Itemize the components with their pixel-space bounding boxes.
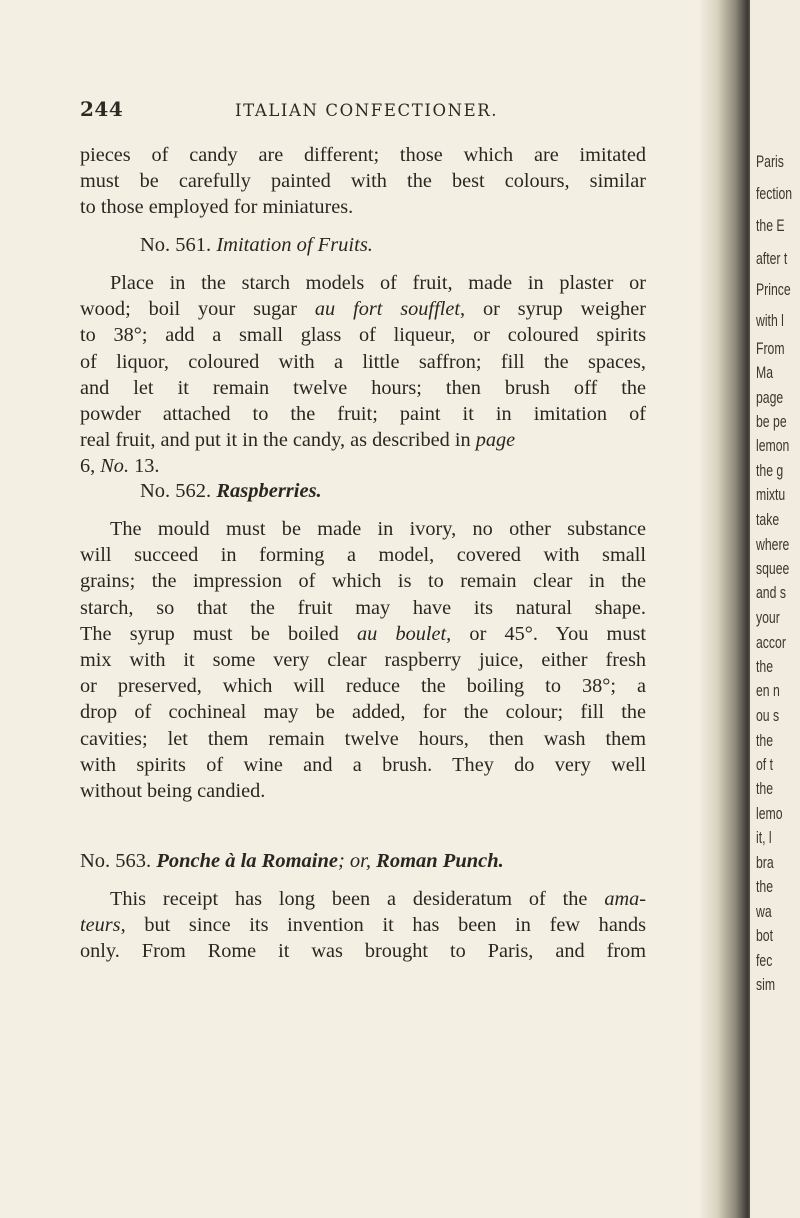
section-562-heading xyxy=(140,478,322,504)
facing-page-fragment: ou s xyxy=(756,706,780,725)
section-title: Raspberries. xyxy=(216,480,322,502)
italic-text-run: teurs xyxy=(80,914,121,937)
facing-page-fragment: the xyxy=(756,657,774,676)
facing-page-fragment: fec xyxy=(756,951,773,970)
text-line: pieces of candy are different; those which are imitated xyxy=(80,144,646,166)
section-number: No. 563. xyxy=(80,850,152,872)
text-run: , or 45°. You must xyxy=(446,622,647,645)
italic-text-run: ama- xyxy=(604,888,646,910)
text-line: must be carefully painted with the best colours, similar xyxy=(80,170,646,193)
text-line xyxy=(80,401,646,427)
text-line xyxy=(80,778,646,804)
text-line xyxy=(80,516,646,542)
facing-page-fragment: page xyxy=(756,388,784,407)
text-run: drop of cochineal may be added, for the colour; fill the xyxy=(80,701,646,724)
text-line xyxy=(80,296,646,322)
text-line xyxy=(80,886,646,912)
italic-text-run: No. xyxy=(100,455,130,478)
text-line xyxy=(80,621,646,647)
facing-page-fragment: the xyxy=(756,731,774,750)
facing-page-fragment: and s xyxy=(756,583,786,602)
section-563-paragraph xyxy=(80,886,646,965)
facing-page-fragment: be pe xyxy=(756,412,787,431)
text-line xyxy=(80,270,646,296)
text-run: with spirits of wine and a brush. They do very well xyxy=(80,753,646,776)
facing-page-fragment: accor xyxy=(756,633,786,652)
facing-page-fragment: take xyxy=(756,510,780,529)
section-562-paragraph xyxy=(80,516,646,804)
facing-page-fragment: with l xyxy=(756,311,784,330)
text-line xyxy=(80,595,646,621)
facing-page-fragment: of t xyxy=(756,755,774,774)
text-line xyxy=(80,453,646,479)
facing-page-fragment: squee xyxy=(756,559,790,578)
facing-page-fragment: lemo xyxy=(756,804,783,823)
text-run: grains; the impression of which is to remain clear in the xyxy=(80,570,646,593)
facing-page-fragment: Paris xyxy=(756,152,784,171)
text-run: without being candied. xyxy=(80,780,266,803)
text-line xyxy=(80,322,646,348)
italic-text-run: au fort soufflet xyxy=(314,298,460,321)
text-run: Place in the starch models of fruit, made in plaster or xyxy=(110,272,646,294)
text-run: cavities; let them remain twelve hours, then wash them xyxy=(80,727,646,750)
text-run: wood; boil your sugar xyxy=(80,298,315,321)
facing-page-fragment: bot xyxy=(756,926,774,945)
facing-page-fragment: the xyxy=(756,877,774,896)
text-run: , or syrup weigher xyxy=(459,298,646,321)
text-line xyxy=(80,752,646,778)
text-run: 6, xyxy=(80,455,101,478)
text-run: mix with it some very clear raspberry juice, either fresh xyxy=(80,649,646,672)
text-line xyxy=(80,427,646,453)
text-line xyxy=(80,647,646,673)
page-header xyxy=(80,97,640,125)
section-title-separator: ; or, xyxy=(337,850,372,872)
text-run: or preserved, which will reduce the boiling to 38°; a xyxy=(80,675,646,698)
section-561-paragraph xyxy=(80,270,646,480)
facing-page-fragment: sim xyxy=(756,975,776,994)
facing-page-fragment: fection xyxy=(756,184,793,203)
facing-page-fragment: it, l xyxy=(756,828,772,847)
text-run: to 38°; add a small glass of liqueur, or coloured spirits xyxy=(80,324,646,347)
facing-page-fragment: where xyxy=(756,535,790,554)
facing-page-fragment: the xyxy=(756,779,774,798)
section-number: No. 561. xyxy=(140,234,212,256)
intro-paragraph xyxy=(80,142,646,221)
page-number: 244 xyxy=(80,97,124,121)
running-title: ITALIAN CONFECTIONER. xyxy=(235,101,499,120)
facing-page-fragment: en n xyxy=(756,681,780,700)
facing-page-fragment: mixtu xyxy=(756,485,786,504)
facing-page-fragment: Ma xyxy=(756,363,774,382)
text-line xyxy=(80,938,646,964)
text-line: to those employed for miniatures. xyxy=(80,196,354,219)
text-run: real fruit, and put it in the candy, as described in xyxy=(80,429,476,452)
facing-page-fragment: after t xyxy=(756,249,788,268)
text-run: and let it remain twelve hours; then brush off the xyxy=(80,376,646,399)
section-number: No. 562. xyxy=(140,480,212,502)
text-run: starch, so that the fruit may have its natural shape. xyxy=(80,596,646,619)
section-561-heading xyxy=(140,232,373,258)
facing-page-fragment: wa xyxy=(756,902,772,921)
italic-text-run: page xyxy=(475,429,516,452)
text-run: This receipt has long been a desideratum of the xyxy=(110,888,605,910)
facing-page-fragment: From xyxy=(756,339,785,358)
text-run: The mould must be made in ivory, no other substance xyxy=(110,518,646,540)
section-title-part2: Roman Punch. xyxy=(376,850,504,872)
facing-page-fragment: the g xyxy=(756,461,784,480)
text-run: only. From Rome it was brought to Paris, and from xyxy=(80,940,646,963)
text-run: powder attached to the fruit; paint it in imitation of xyxy=(80,403,646,426)
text-run: , but since its invention it has been in few hands xyxy=(120,914,646,937)
text-line xyxy=(80,726,646,752)
text-run: will succeed in forming a model, covered with small xyxy=(80,544,646,567)
facing-page-fragment: the E xyxy=(756,216,785,235)
facing-page-fragment: your xyxy=(756,608,780,627)
facing-page-edge xyxy=(750,0,800,1218)
facing-page-fragment: Prince xyxy=(756,280,791,299)
facing-page-fragment: bra xyxy=(756,853,774,872)
text-line xyxy=(80,568,646,594)
text-line xyxy=(80,542,646,568)
section-563-heading xyxy=(80,848,504,874)
text-line xyxy=(80,912,646,938)
text-line xyxy=(80,699,646,725)
section-title: Imitation of Fruits. xyxy=(216,234,373,256)
text-run: 13. xyxy=(129,455,160,478)
section-title-part1: Ponche à la Romaine xyxy=(156,850,338,872)
text-line xyxy=(80,349,646,375)
facing-page-fragment: lemon xyxy=(756,436,790,455)
text-line xyxy=(80,673,646,699)
italic-text-run: au boulet xyxy=(356,622,447,645)
text-run: The syrup must be boiled xyxy=(80,622,357,645)
text-line xyxy=(80,375,646,401)
text-run: of liquor, coloured with a little saffron; fill the spaces, xyxy=(80,350,646,373)
